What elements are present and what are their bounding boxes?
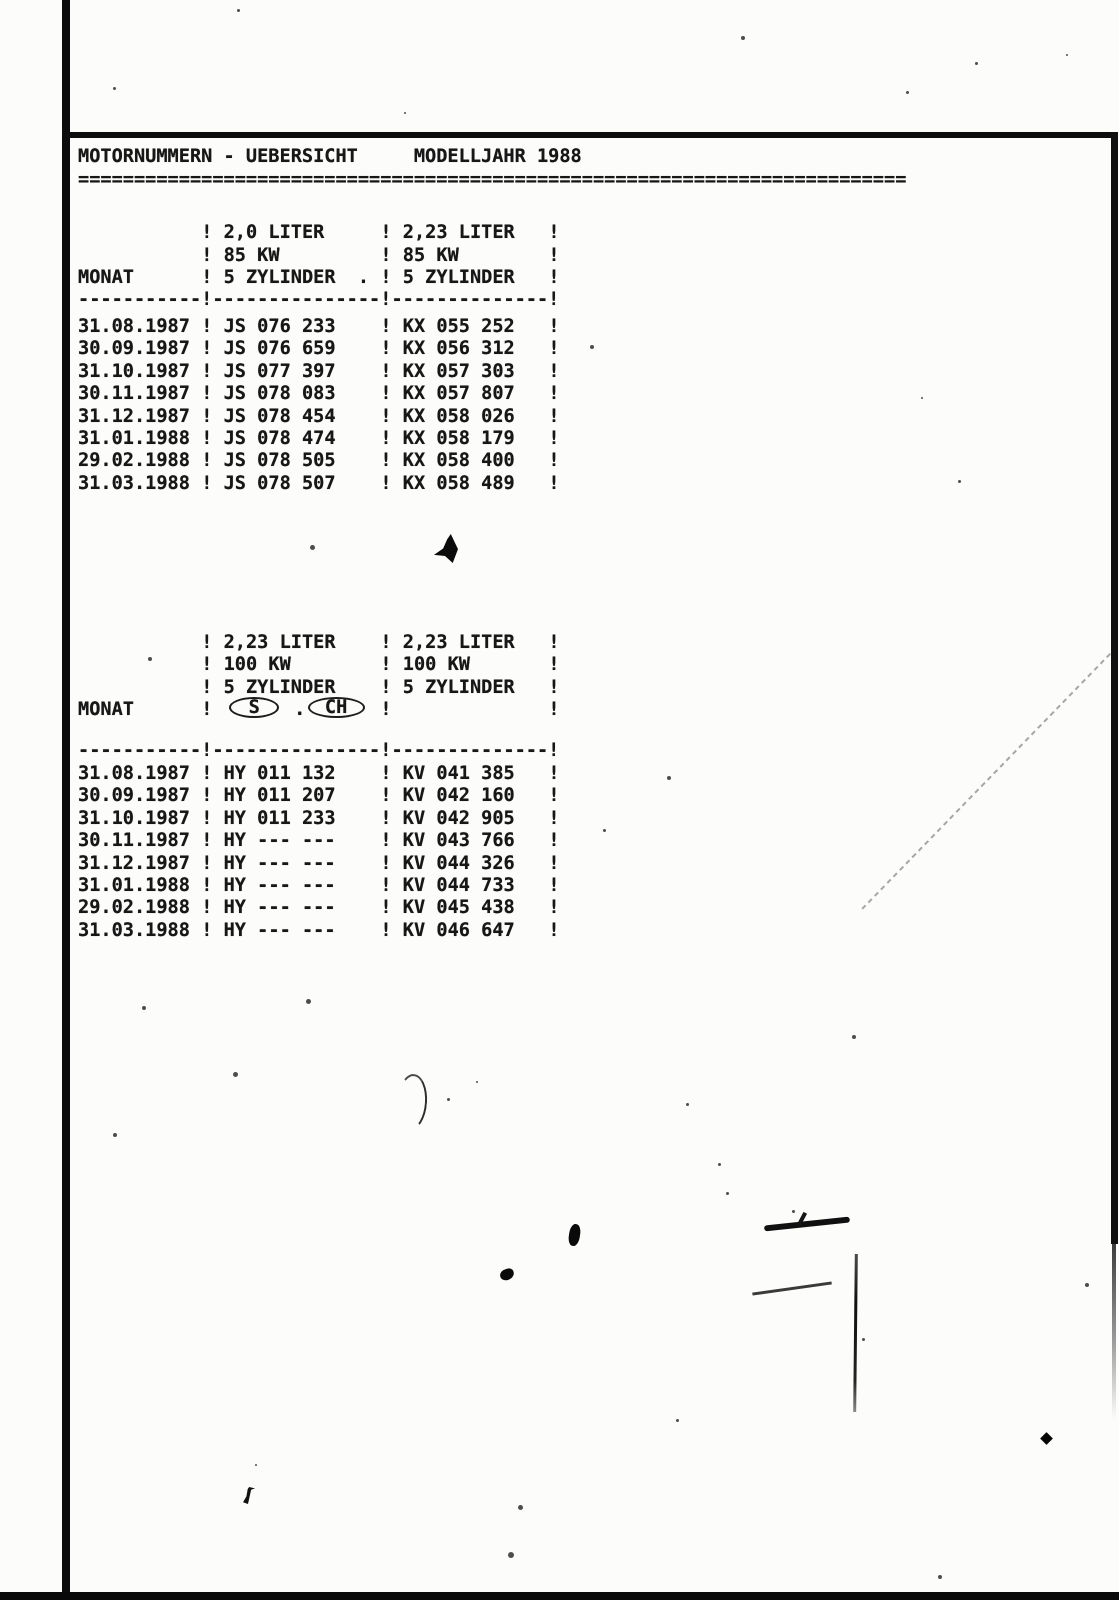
column-separator: ! [548,785,560,807]
top-rule [62,132,1113,138]
engine-number-col2: KX 057 303 [402,360,515,382]
column-separator: ! [201,677,213,698]
column-separator: ! [548,450,560,472]
engine-number-col1: JS 076 659 [223,338,336,360]
column-separator: ! [548,763,560,784]
engine-number-col1: HY 011 233 [223,807,336,829]
scan-speck [447,1098,450,1101]
column-separator: ! [548,654,560,675]
column-separator: ! [201,654,213,675]
engine-variant-col2: 5 ZYLINDER [402,677,515,698]
row-date: 29.02.1988 [78,450,190,472]
column-separator: ! [201,316,213,337]
column-separator: ! [380,450,392,472]
engine-number-col2: KX 056 312 [402,338,515,360]
column-separator: ! [548,405,560,427]
scan-speck [508,1552,514,1558]
scan-speck [938,1575,942,1579]
scan-speck [404,112,406,114]
column-separator: ! [201,699,213,720]
column-separator: ! [380,632,392,653]
column-separator: ! [201,360,213,382]
column-separator: ! [380,472,392,494]
scan-speck [852,1035,856,1039]
dashed-rule: -----------!---------------!--------------! [78,740,560,761]
row-date: 31.03.1988 [78,919,190,941]
column-separator: ! [201,875,213,896]
engine-number-col2: KV 044 733 [402,875,515,896]
engine-number-col2: KV 045 438 [402,897,515,919]
scan-speck [686,1103,689,1106]
scan-speck [306,999,311,1004]
column-separator: ! [380,919,392,941]
scan-speck [113,1133,117,1137]
scan-speck [862,1338,865,1341]
row-date: 31.08.1987 [78,763,190,784]
scan-speck [233,1072,238,1077]
column-separator: ! [201,830,213,852]
page-left-border [62,0,70,1600]
column-separator: ! [380,360,392,382]
dashed-rule: -----------!---------------!--------------! [78,289,560,310]
column-separator: ! [548,830,560,852]
pen-vertical-stroke [853,1254,857,1412]
engine-variant-col1: 5 ZYLINDER [223,677,336,698]
ink-blot [499,1267,515,1281]
column-separator: ! [548,383,560,405]
scan-speck [975,62,978,65]
engine-variant-col2: 2,23 LITER [402,632,515,653]
engine-number-col1: JS 078 505 [223,450,336,472]
column-separator: ! [201,450,213,472]
scan-speck [906,91,909,94]
column-separator: ! [201,897,213,919]
column-separator: ! [548,338,560,360]
page-right-border-fade [1112,1244,1116,1419]
engine-number-col2: KV 044 326 [402,852,515,874]
engine-number-col2: KX 055 252 [402,316,515,337]
column-separator: ! [548,919,560,941]
scan-speck [590,345,594,349]
column-separator: ! [548,222,560,243]
scan-speck [1066,54,1068,56]
column-separator: ! [380,785,392,807]
scan-speck [142,1006,146,1010]
scan-speck [667,776,671,780]
column-separator: ! [548,677,560,698]
column-separator: ! [548,875,560,896]
column-separator: ! [201,472,213,494]
row-date: 31.12.1987 [78,852,190,874]
row-date: 30.11.1987 [78,383,190,405]
engine-number-col2: KX 057 807 [402,383,515,405]
engine-variant-col1: 100 KW [223,654,291,675]
scan-speck [921,397,923,399]
column-separator: ! [201,785,213,807]
row-date: 31.01.1988 [78,428,190,449]
engine-variant-col1: 5 ZYLINDER . [223,267,370,288]
column-separator: ! [201,807,213,829]
column-separator: ! [380,316,392,337]
column-separator: ! [380,428,392,449]
scan-speck [676,1419,679,1422]
row-date: 31.10.1987 [78,807,190,829]
column-separator: ! [380,267,392,288]
row-date: 31.08.1987 [78,316,190,337]
column-separator: ! [380,405,392,427]
column-separator: ! [548,360,560,382]
column-separator: ! [201,383,213,405]
scan-speck [741,36,745,40]
scan-speck [148,657,152,661]
column-separator: ! [380,807,392,829]
scan-speck [113,87,116,90]
column-separator: ! [548,897,560,919]
scan-speck [726,1192,729,1195]
engine-number-col1: JS 078 454 [223,405,336,427]
column-separator: ! [548,245,560,266]
column-separator: ! [201,632,213,653]
engine-variant-col1: 85 KW [223,245,280,266]
engine-number-col1: HY --- --- [223,897,336,919]
row-date: 31.10.1987 [78,360,190,382]
engine-variant-col2: 85 KW [402,245,459,266]
engine-number-col2: KV 042 905 [402,807,515,829]
column-separator: ! [380,897,392,919]
engine-number-col1: HY --- --- [223,875,336,896]
row-date: 30.09.1987 [78,785,190,807]
pen-scribble [764,1217,850,1232]
column-separator: ! [548,852,560,874]
scan-speck [518,1505,523,1510]
engine-number-col2: KV 041 385 [402,763,515,784]
column-separator: ! [548,807,560,829]
engine-number-col1: HY 011 132 [223,763,336,784]
column-separator: ! [548,632,560,653]
row-date: 31.12.1987 [78,405,190,427]
column-separator: ! [548,267,560,288]
engine-number-col1: JS 078 474 [223,428,336,449]
engine-variant-col1: 2,23 LITER [223,632,336,653]
column-separator: ! [380,338,392,360]
engine-number-col1: JS 078 507 [223,472,336,494]
engine-variant-col2: 2,23 LITER [402,222,515,243]
column-separator: ! [380,677,392,698]
column-separator: ! [201,338,213,360]
column-separator: ! [380,830,392,852]
scan-speck [958,480,961,483]
pen-squiggle [242,1487,255,1504]
engine-number-col1: JS 077 397 [223,360,336,382]
row-date: 31.03.1988 [78,472,190,494]
engine-number-col1: HY --- --- [223,919,336,941]
engine-number-col1: HY 011 207 [223,785,336,807]
engine-variant-col2: 100 KW [402,654,470,675]
engine-variant-col2: 5 ZYLINDER [402,267,515,288]
column-separator: ! [380,222,392,243]
bottom-rule [0,1592,1119,1600]
engine-number-col1: HY --- --- [223,830,336,852]
row-date: 30.09.1987 [78,338,190,360]
engine-number-col2: KX 058 179 [402,428,515,449]
column-separator: ! [201,919,213,941]
scan-speck [603,829,606,832]
ink-blot [434,534,458,563]
ink-blot [567,1223,581,1246]
column-separator: ! [201,852,213,874]
scan-speck [310,545,315,550]
column-separator: ! [548,428,560,449]
engine-number-col2: KV 042 160 [402,785,515,807]
engine-number-col1: HY --- --- [223,852,336,874]
row-date: 29.02.1988 [78,897,190,919]
column-separator: ! [380,852,392,874]
engine-number-col2: KX 058 026 [402,405,515,427]
badge-dot: . [294,699,306,720]
country-badge-ch: CH [308,697,365,718]
column-separator: ! [380,654,392,675]
column-separator: ! [201,222,213,243]
column-separator: ! [548,316,560,337]
column-separator: ! [380,245,392,266]
engine-number-col1: JS 078 083 [223,383,336,405]
engine-number-col2: KX 058 489 [402,472,515,494]
pen-scribble [752,1281,832,1295]
engine-number-col1: JS 076 233 [223,316,336,337]
scan-speck [792,1210,795,1213]
monat-column-label: MONAT [78,699,134,720]
column-separator: ! [380,699,392,720]
country-badge-s: S [229,697,279,718]
row-date: 30.11.1987 [78,830,190,852]
row-date: 31.01.1988 [78,875,190,896]
column-separator: ! [201,267,213,288]
column-separator: ! [548,699,560,720]
column-separator: ! [548,472,560,494]
column-separator: ! [380,383,392,405]
monat-column-label: MONAT [78,267,134,288]
engine-number-col2: KV 046 647 [402,919,515,941]
scan-speck [237,9,240,12]
title-underline: ========================================================================== [78,169,907,190]
scan-speck [255,1464,257,1466]
pen-curve-mark [395,1073,429,1131]
column-separator: ! [380,875,392,896]
page-title: MOTORNUMMERN - UEBERSICHT MODELLJAHR 1988 [78,146,582,167]
engine-number-col2: KX 058 400 [402,450,515,472]
engine-variant-col1: 2,0 LITER [223,222,325,243]
column-separator: ! [201,245,213,266]
ink-speck [1040,1432,1053,1445]
column-separator: ! [201,428,213,449]
column-separator: ! [201,763,213,784]
scan-speck [718,1163,721,1166]
column-separator: ! [201,405,213,427]
scan-scratch-line [861,653,1110,909]
scan-speck [1085,1283,1089,1287]
page-right-border [1111,132,1118,1244]
column-separator: ! [380,763,392,784]
engine-number-col2: KV 043 766 [402,830,515,852]
scan-speck [476,1081,478,1083]
